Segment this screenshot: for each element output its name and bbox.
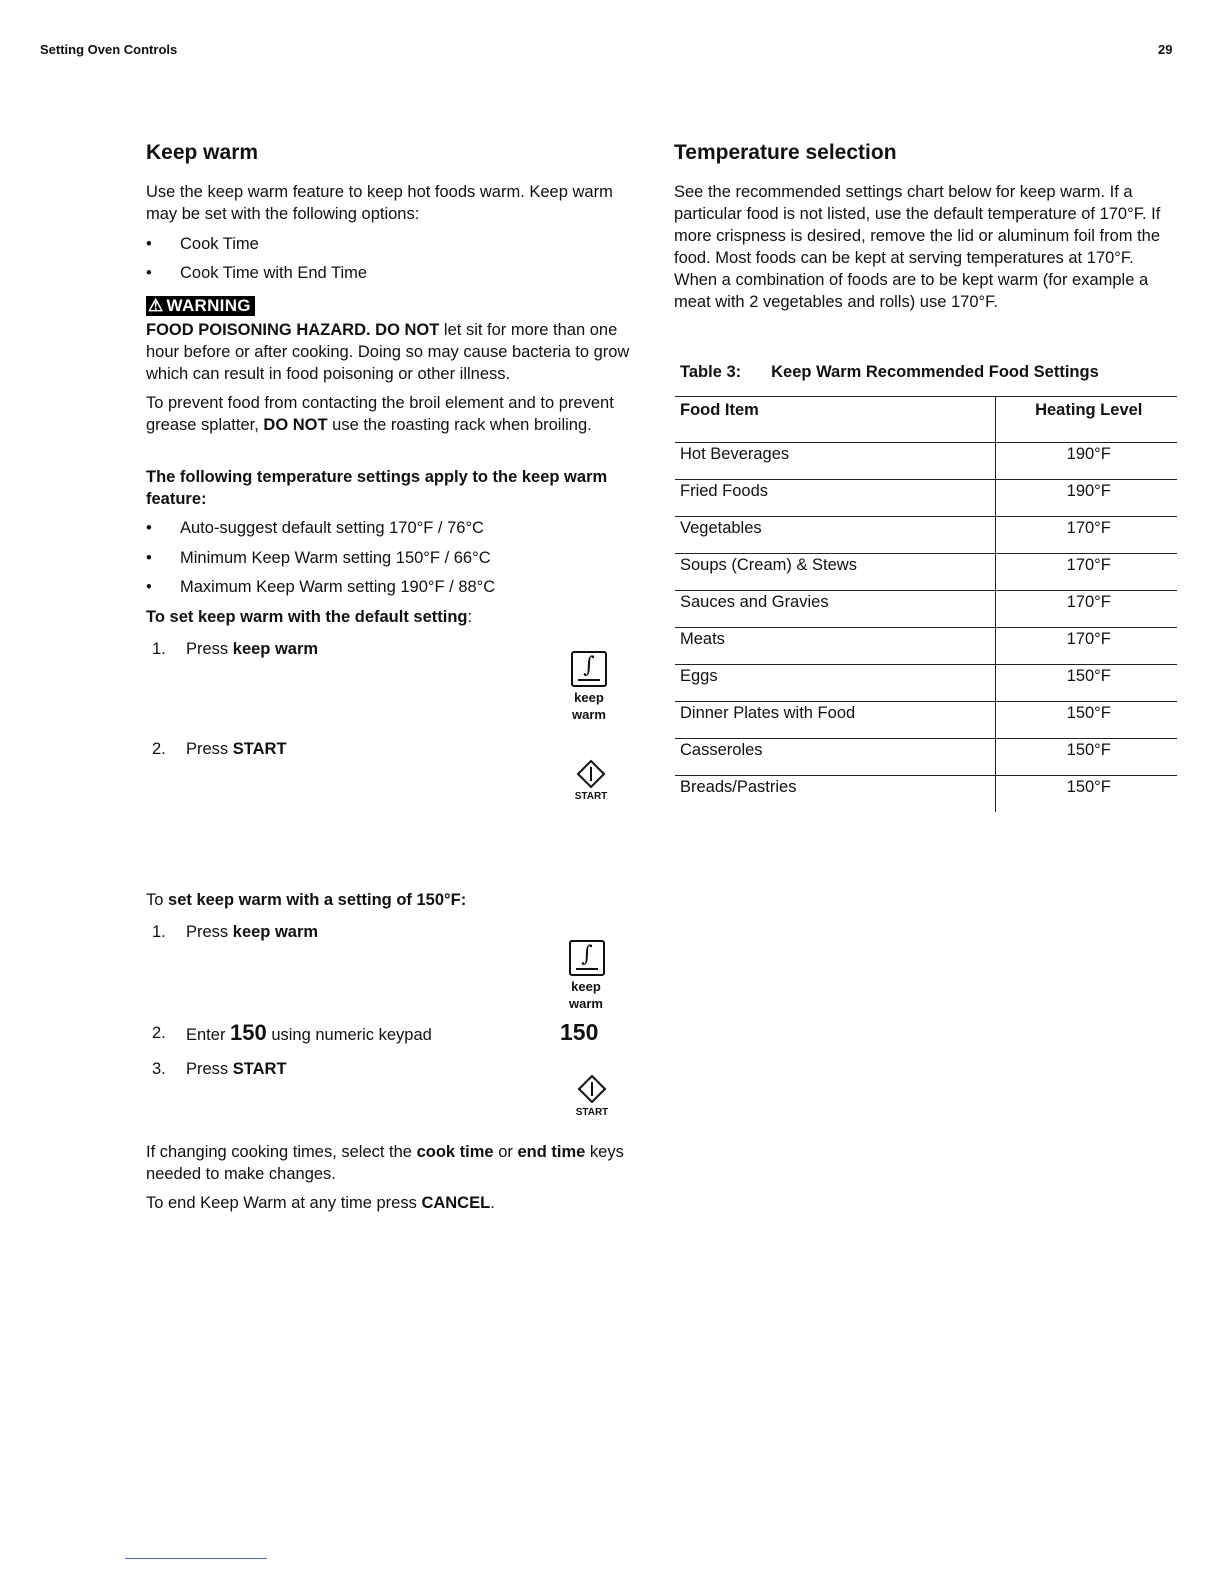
footer-rule xyxy=(125,1558,267,1559)
changing-times-note: If changing cooking times, select the cook time or end time keys needed to make changes. xyxy=(146,1143,624,1183)
keep-warm-key-icon[interactable]: ∫ xyxy=(571,651,607,687)
keep-warm-intro: Use the keep warm feature to keep hot foods warm. Keep warm may be set with the following options: xyxy=(146,183,613,223)
cancel-note: To end Keep Warm at any time press CANCEL. xyxy=(146,1194,495,1212)
table-row: Dinner Plates with Food 150°F xyxy=(675,702,1177,739)
start-key-icon[interactable] xyxy=(577,1074,607,1104)
table-row: Breads/Pastries 150°F xyxy=(675,776,1177,813)
table-row: Eggs 150°F xyxy=(675,665,1177,702)
temperature-selection-intro: See the recommended settings chart below for keep warm. If a particular food is not listed, use the default temperature of 170°F. If more crispness is desired, remove the lid or aluminum foil from the food. Most foods can be kept at serving temperatures at 170°F. When a combination of foods are to be kept warm (for example a meat with 2 vegetables and rolls) use 170°F. xyxy=(674,183,1161,311)
table-row: Sauces and Gravies 170°F xyxy=(675,591,1177,628)
table-header-row xyxy=(675,397,1177,443)
custom-setting-heading: To set keep warm with a setting of 150°F: xyxy=(146,891,467,909)
col-header-food-item: Food Item xyxy=(680,401,759,419)
table-row: Casseroles 150°F xyxy=(675,739,1177,776)
table-row: Soups (Cream) & Stews 170°F xyxy=(675,554,1177,591)
keep-warm-key-label: keep warm xyxy=(572,690,606,722)
table-row: Hot Beverages 190°F xyxy=(675,443,1177,480)
col-header-heating-level: Heating Level xyxy=(995,397,1177,443)
start-key-label: START xyxy=(575,1107,609,1118)
temperature-selection-title: Temperature selection xyxy=(674,141,897,164)
page-number: 29 xyxy=(1158,42,1173,57)
keep-warm-key-icon[interactable]: ∫ xyxy=(569,940,605,976)
step-custom-1: 1. Press keep warm xyxy=(152,923,319,941)
step-default-2: 2. Press START xyxy=(152,740,287,758)
default-setting-heading: To set keep warm with the default setting: xyxy=(146,608,473,626)
start-key-label: START xyxy=(574,791,608,802)
table-row: Fried Foods 190°F xyxy=(675,480,1177,517)
keep-warm-key-label: keep warm xyxy=(569,979,603,1011)
start-key-icon[interactable] xyxy=(576,759,606,789)
table-caption: Table 3: Keep Warm Recommended Food Settings xyxy=(680,363,1099,381)
temps-heading: The following temperature settings apply to the keep warm feature: xyxy=(146,468,608,508)
keep-warm-settings-table xyxy=(675,396,1177,812)
step-custom-2: 2. Enter 150 using numeric keypad xyxy=(152,1020,432,1045)
table-row: Meats 170°F xyxy=(675,628,1177,665)
warning-badge: ⚠ WARNING xyxy=(146,296,255,316)
numeric-entry-150: 150 xyxy=(560,1019,599,1045)
step-custom-3: 3. Press START xyxy=(152,1060,287,1078)
broil-note: To prevent food from contacting the broil element and to prevent grease splatter, DO NOT use the roasting rack when broiling. xyxy=(146,394,614,434)
step-default-1: 1. Press keep warm xyxy=(152,640,319,658)
warning-text: FOOD POISONING HAZARD. DO NOT let sit for more than one hour before or after cooking. Doing so may cause bacteria to grow which can result in food poisoning or other illness. xyxy=(146,321,630,383)
running-header-section: Setting Oven Controls xyxy=(40,42,178,57)
warning-triangle-icon: ⚠ xyxy=(148,296,164,315)
table-row: Vegetables 170°F xyxy=(675,517,1177,554)
keep-warm-title: Keep warm xyxy=(146,141,259,164)
